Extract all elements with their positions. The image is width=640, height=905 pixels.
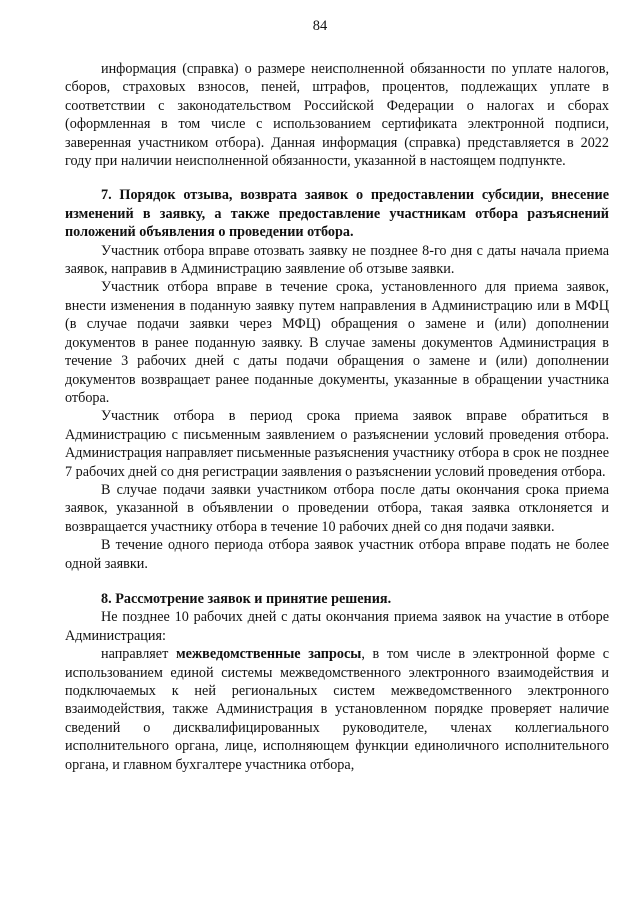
requests-bold-term: межведомственные запросы — [175, 646, 362, 663]
section-7-paragraph-withdraw: Участник отбора вправе отозвать заявку не позднее 8-го дня с даты начала приема заявок, направив в Администрацию заявление об отзыве заявки. — [65, 242, 609, 278]
spacer — [65, 573, 609, 590]
section-8-intro: Не позднее 10 рабочих дней с даты окончания приема заявок на участие в отборе Администрация: — [65, 609, 609, 644]
section-8-heading: 8. Рассмотрение заявок и принятие решения. — [101, 590, 392, 607]
page-number: 84 — [312, 18, 328, 34]
requests-rest: , в том числе в электронной форме с использованием единой системы межведомственного электронного взаимодействия и подключаемых к ней региональных систем межведомственного электронного взаимодействия, также Администрация в установленном порядке проверяет наличие сведений о дисквалифицированных руководителе, членах коллегиального исполнительного органа, лице, исполняющем функции единоличного исполнительного органа, и главном бухгалтере участника отбора, — [65, 646, 609, 773]
section-8-requests-paragraph — [65, 645, 609, 774]
spacer — [65, 170, 609, 186]
section-7-paragraph-changes: Участник отбора вправе в течение срока, установленного для приема заявок, внести изменения в поданную заявку путем направления в Администрацию или в МФЦ (в случае подачи заявки через МФЦ) обращения о замене и (или) дополнении документов в ранее поданную заявку. В случае замены документов Администрация в течение 3 рабочих дней с даты подачи обращения о замене и (или) дополнении документов возвращает ранее поданные документы, указанные в обращении участника отбора. — [65, 279, 609, 406]
page-content — [65, 60, 609, 774]
paragraph-tax-info: информация (справка) о размере неисполненной обязанности по уплате налогов, сборов, страховых взносов, пеней, штрафов, процентов, подлежащих уплате в соответствии с законодательством Российской Федерации о налогах и сборах (оформленная в том числе с использованием сертификата электронной подписи, заверенная участником отбора). Данная информация (справка) представляется в 2022 году при наличии неисполненной обязанности, указанной в настоящем подпункте. — [65, 61, 609, 170]
section-7-heading: 7. Порядок отзыва, возврата заявок о предоставлении субсидии, внесение изменений в заявку, а также предоставление участникам отбора разъяснений положений объявления о проведении отбора. — [65, 187, 609, 241]
section-7-paragraph-clarification: Участник отбора в период срока приема заявок вправе обратиться в Администрацию с письменным заявлением о разъяснении условий проведения отбора. Администрация направляет письменные разъяснения участнику отбора в срок не позднее 7 рабочих дней со дня регистрации заявления о разъяснении условий проведения отбора. — [65, 408, 609, 480]
requests-prefix: направляет — [101, 646, 176, 663]
section-7-paragraph-one-application: В течение одного периода отбора заявок участник отбора вправе подать не более одной заявки. — [65, 537, 609, 572]
section-7-paragraph-late-submission: В случае подачи заявки участником отбора после даты окончания срока приема заявок, указанной в объявлении о проведении отбора, такая заявка отклоняется и возвращается участнику отбора в течение 10 рабочих дней со дня подачи заявки. — [65, 481, 609, 535]
